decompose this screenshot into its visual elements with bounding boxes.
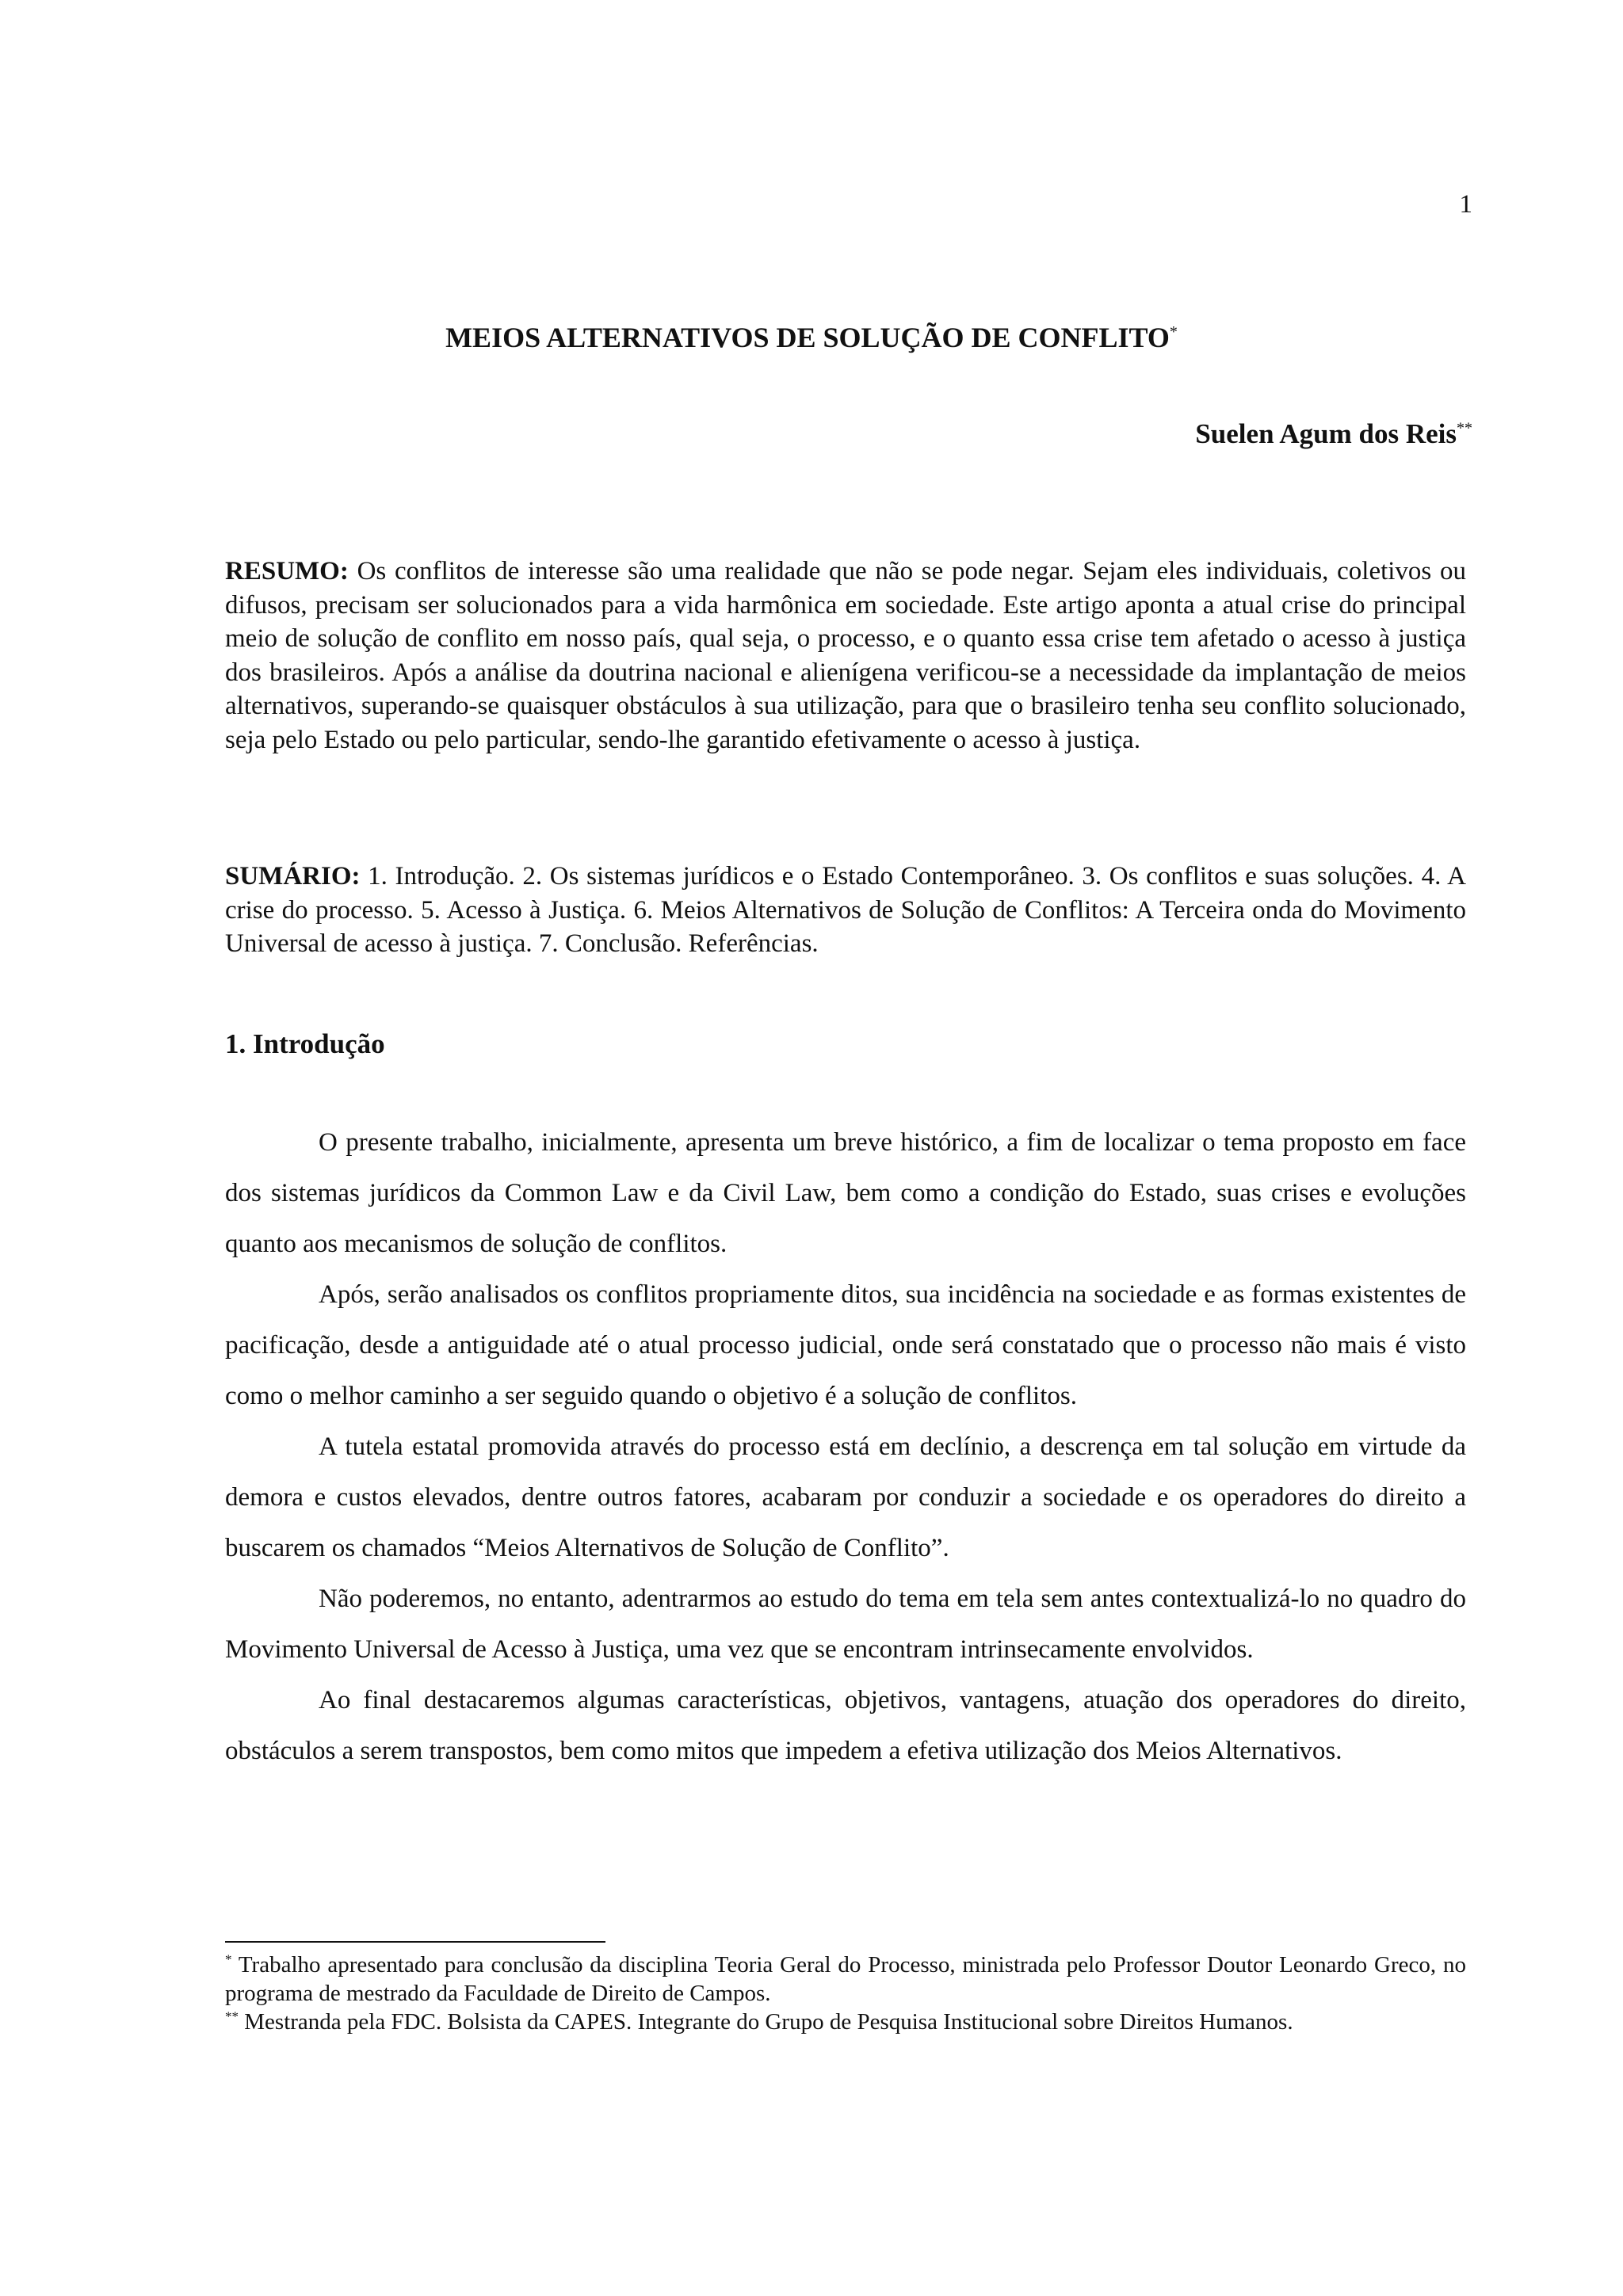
footnote-mark: * [225,1951,232,1967]
body-paragraph: Ao final destacaremos algumas características, objetivos, vantagens, atuação dos operadores do direito, obstáculos a serem transpostos, bem como mitos que impedem a efetiva utilização dos Meios Alternativos. [225,1686,1466,1765]
body-paragraph: A tutela estatal promovida através do processo está em declínio, a descrença em tal solução em virtude da demora e custos elevados, dentre outros fatores, acabaram por conduzir a sociedade e os operadores do direito a buscarem os chamados “Meios Alternativos de Solução de Conflito”. [225,1432,1466,1562]
body-paragraph: Não poderemos, no entanto, adentrarmos ao estudo do tema em tela sem antes contextualizá-lo no quadro do Movimento Universal de Acesso à Justiça, uma vez que se encontram intrinsecamente envolvidos. [225,1585,1466,1664]
footnote [225,2008,1466,2036]
summary-label: SUMÁRIO: [225,862,361,891]
author-line [1195,418,1472,450]
abstract-text: Os conflitos de interesse são uma realidade que não se pode negar. Sejam eles individuais, coletivos ou difusos, precisam ser solucionados para a vida harmônica em sociedade. Este artigo aponta a atual crise do principal meio de solução de conflito em nosso país, qual seja, o processo, e o quanto essa crise tem afetado o acesso à justiça dos brasileiros. Após a análise da doutrina nacional e alienígena verificou-se a necessidade da implantação de meios alternativos, superando-se quaisquer obstáculos à sua utilização, para que o brasileiro tenha seu conflito solucionado, seja pelo Estado ou pelo particular, sendo-lhe garantido efetivamente o acesso à justiça. [225,557,1466,754]
footnotes [225,1951,1466,2036]
abstract-label: RESUMO: [225,557,349,585]
section-heading: 1. Introdução [225,1028,385,1059]
abstract [225,555,1466,757]
footnote-text: Mestranda pela FDC. Bolsista da CAPES. Integrante do Grupo de Pesquisa Institucional sobre Direitos Humanos. [244,2009,1293,2035]
paper-title [0,321,1623,354]
paper-title-text: MEIOS ALTERNATIVOS DE SOLUÇÃO DE CONFLITO [445,322,1170,353]
page-number: 1 [1459,190,1472,219]
footnote-text: Trabalho apresentado para conclusão da disciplina Teoria Geral do Processo, ministrada pelo Professor Doutor Leonardo Greco, no programa de mestrado da Faculdade de Direito de Campos. [225,1952,1466,2006]
title-footnote-mark: * [1169,323,1178,341]
summary-text: 1. Introdução. 2. Os sistemas jurídicos e o Estado Contemporâneo. 3. Os conflitos e suas soluções. 4. A crise do processo. 5. Acesso à Justiça. 6. Meios Alternativos de Solução de Conflitos: A Terceira onda do Movimento Universal de acesso à justiça. 7. Conclusão. Referências. [225,862,1466,958]
body-paragraph: O presente trabalho, inicialmente, apresenta um breve histórico, a fim de localizar o tema proposto em face dos sistemas jurídicos da Common Law e da Civil Law, bem como a condição do Estado, suas crises e evoluções quanto aos mecanismos de solução de conflitos. [225,1128,1466,1258]
body-paragraph: Após, serão analisados os conflitos propriamente ditos, sua incidência na sociedade e as formas existentes de pacificação, desde a antiguidade até o atual processo judicial, onde será constatado que o processo não mais é visto como o melhor caminho a ser seguido quando o objetivo é a solução de conflitos. [225,1280,1466,1410]
footnote [225,1951,1466,2008]
author-name: Suelen Agum dos Reis [1195,418,1457,449]
footnote-divider [225,1941,605,1943]
section-body [225,1117,1466,1776]
author-footnote-mark: ** [1457,419,1472,437]
summary [225,860,1466,961]
footnote-mark: ** [225,2008,239,2024]
